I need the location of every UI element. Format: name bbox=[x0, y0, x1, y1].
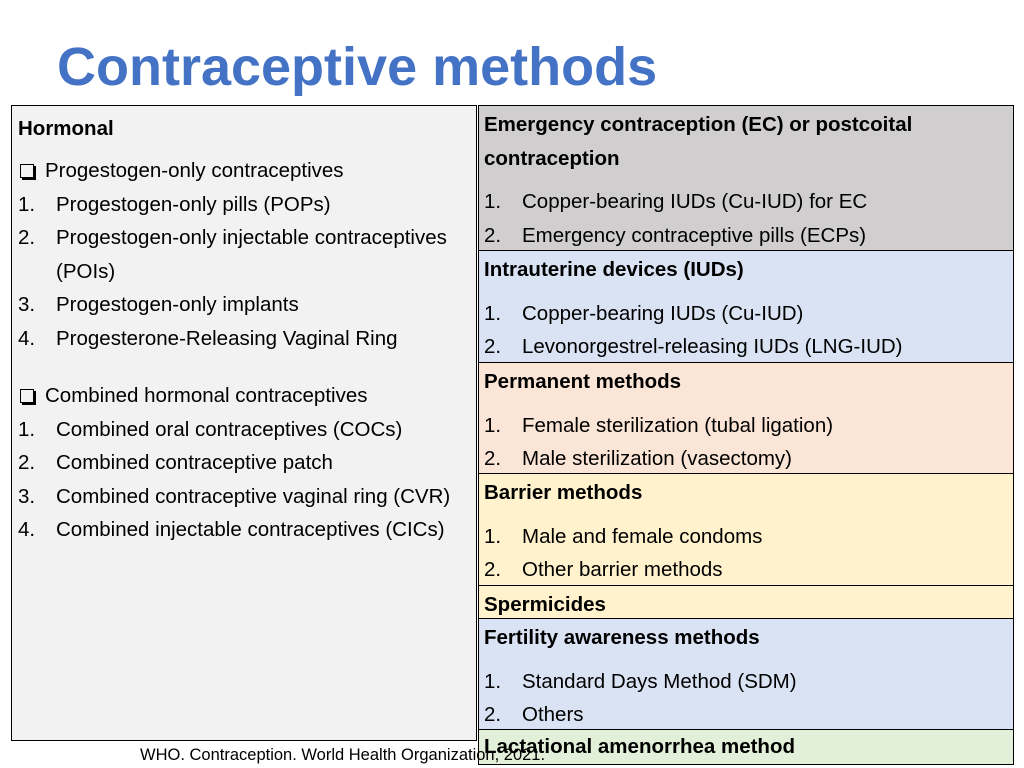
list-item bbox=[18, 288, 470, 322]
list-text: Male and female condoms bbox=[522, 524, 763, 548]
spacer bbox=[18, 355, 470, 379]
combined-list bbox=[18, 413, 470, 547]
emergency-cell bbox=[478, 105, 1014, 251]
list-text: Combined contraceptive patch bbox=[56, 451, 333, 474]
list-text: Combined oral contraceptives (COCs) bbox=[56, 417, 403, 441]
list-number: 2. bbox=[484, 335, 502, 358]
list-text: Progestogen-only implants bbox=[56, 293, 299, 316]
list-number: 1. bbox=[18, 417, 36, 441]
progestogen-list bbox=[18, 188, 470, 356]
list-item bbox=[484, 698, 1008, 730]
list-number: 1. bbox=[484, 301, 502, 325]
list-text: Levonorgestrel-releasing IUDs (LNG-IUD) bbox=[522, 335, 903, 358]
checkbox-bullet-icon bbox=[20, 164, 34, 178]
lactational-heading: Lactational amenorrhea method bbox=[484, 735, 795, 758]
list-text: Combined injectable contraceptives (CICs) bbox=[56, 518, 445, 541]
list-item bbox=[18, 188, 470, 222]
barrier-heading: Barrier methods bbox=[484, 481, 643, 504]
list-text: Progesterone-Releasing Vaginal Ring bbox=[56, 326, 398, 350]
list-item bbox=[484, 219, 1008, 252]
combined-group-label: Combined hormonal contraceptives bbox=[45, 384, 368, 407]
iud-cell bbox=[478, 250, 1014, 363]
spermicides-cell bbox=[478, 585, 1014, 619]
permanent-cell bbox=[478, 362, 1014, 474]
list-text: Copper-bearing IUDs (Cu-IUD) bbox=[522, 301, 804, 325]
list-number: 1. bbox=[484, 413, 502, 437]
fertility-cell bbox=[478, 618, 1014, 730]
progestogen-group-label-row bbox=[18, 154, 470, 188]
fertility-list bbox=[484, 665, 1008, 731]
list-item bbox=[18, 446, 470, 480]
list-item bbox=[484, 665, 1008, 699]
list-item bbox=[484, 442, 1008, 474]
permanent-list bbox=[484, 409, 1008, 475]
list-number: 4. bbox=[18, 518, 36, 541]
list-text: Standard Days Method (SDM) bbox=[522, 669, 797, 693]
list-item bbox=[18, 480, 470, 514]
list-number: 1. bbox=[484, 190, 502, 213]
list-item bbox=[484, 409, 1008, 443]
list-item bbox=[484, 297, 1008, 331]
list-number: 2. bbox=[18, 451, 36, 474]
list-number: 2. bbox=[484, 447, 502, 470]
combined-group-label-row bbox=[18, 379, 470, 413]
list-item bbox=[18, 413, 470, 447]
barrier-cell bbox=[478, 473, 1014, 586]
progestogen-group-label: Progestogen-only contraceptives bbox=[45, 159, 344, 182]
lactational-cell bbox=[478, 729, 1014, 765]
citation-footnote: WHO. Contraception. World Health Organization, 2021. bbox=[140, 746, 546, 764]
iud-heading: Intrauterine devices (IUDs) bbox=[484, 258, 744, 281]
list-number: 4. bbox=[18, 326, 36, 350]
list-text: Other barrier methods bbox=[522, 558, 723, 581]
list-number: 1. bbox=[18, 192, 36, 216]
list-number: 2. bbox=[484, 223, 502, 247]
list-item bbox=[18, 221, 470, 288]
list-text: Combined contraceptive vaginal ring (CVR) bbox=[56, 484, 451, 508]
list-number: 1. bbox=[484, 524, 502, 548]
list-number: 2. bbox=[18, 226, 36, 249]
checkbox-bullet-icon bbox=[20, 389, 34, 403]
list-text: Progestogen-only pills (POPs) bbox=[56, 192, 331, 216]
hormonal-panel bbox=[11, 105, 477, 741]
iud-list bbox=[484, 297, 1008, 364]
list-number: 2. bbox=[484, 558, 502, 581]
permanent-heading: Permanent methods bbox=[484, 370, 682, 393]
list-item bbox=[484, 185, 1008, 219]
list-text: Female sterilization (tubal ligation) bbox=[522, 413, 834, 437]
list-item bbox=[18, 322, 470, 356]
list-item bbox=[18, 513, 470, 547]
list-number: 3. bbox=[18, 484, 36, 508]
list-text: Male sterilization (vasectomy) bbox=[522, 447, 792, 470]
list-number: 1. bbox=[484, 669, 502, 693]
list-item bbox=[484, 520, 1008, 554]
hormonal-heading: Hormonal bbox=[18, 117, 114, 140]
list-text: Others bbox=[522, 703, 584, 726]
list-text: Copper-bearing IUDs (Cu-IUD) for EC bbox=[522, 190, 868, 213]
fertility-heading: Fertility awareness methods bbox=[484, 626, 760, 649]
barrier-list bbox=[484, 520, 1008, 587]
list-text: Progestogen-only injectable contraceptives (POIs) bbox=[56, 226, 447, 283]
emergency-heading: Emergency contraception (EC) or postcoital contraception bbox=[484, 113, 913, 170]
list-text: Emergency contraceptive pills (ECPs) bbox=[522, 223, 867, 247]
emergency-list bbox=[484, 185, 1008, 251]
list-number: 2. bbox=[484, 703, 502, 726]
list-item bbox=[484, 330, 1008, 363]
slide-title: Contraceptive methods bbox=[57, 37, 658, 97]
list-number: 3. bbox=[18, 293, 36, 316]
methods-column bbox=[478, 105, 1014, 765]
spermicides-heading: Spermicides bbox=[484, 593, 606, 616]
list-item bbox=[484, 553, 1008, 586]
